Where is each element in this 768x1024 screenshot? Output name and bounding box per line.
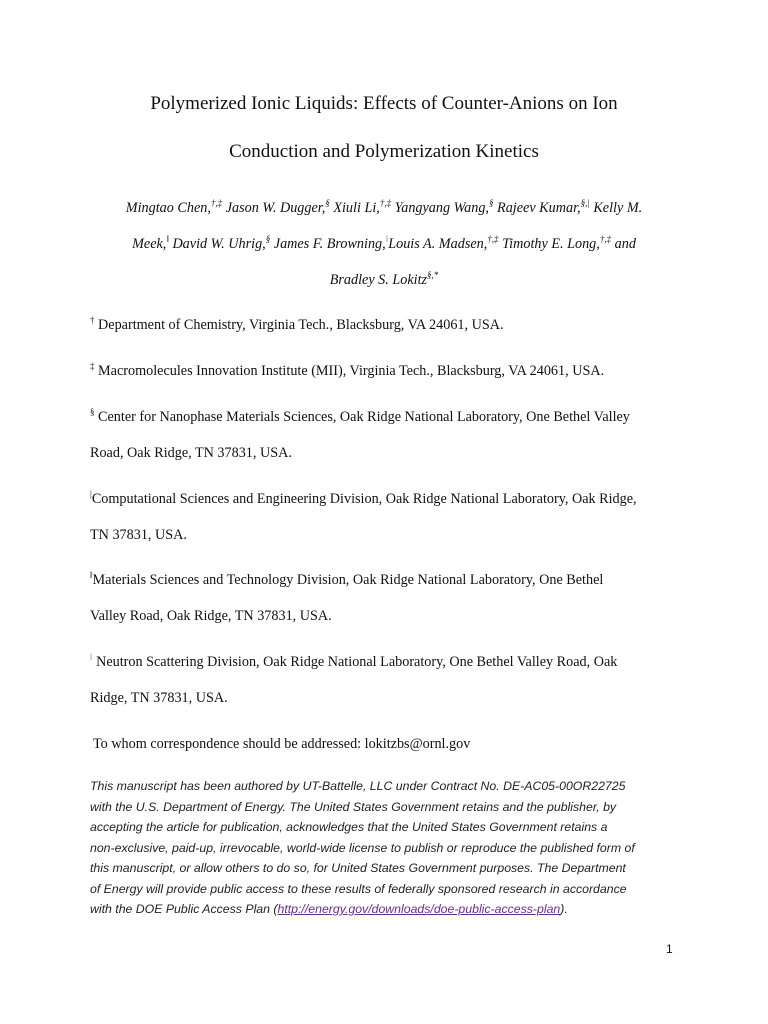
affiliation-dagger — [90, 307, 690, 343]
doe-access-plan-link[interactable]: http://energy.gov/downloads/doe-public-access-plan — [277, 902, 561, 916]
author-conjunction: and — [611, 236, 636, 252]
notice-text: with the DOE Public Access Plan ( — [90, 902, 278, 916]
affil-mark: | — [90, 489, 92, 499]
author-affil-mark: § — [265, 234, 271, 244]
notice-line: with the U.S. Department of Energy. The United States Government retains and the publisher, by — [90, 799, 617, 814]
author-affil-mark: †,‡ — [599, 234, 612, 244]
author-affil-mark: †,‡ — [379, 198, 392, 208]
author-name: Rajeev Kumar, — [493, 200, 581, 216]
title-line-2: Conduction and Polymerization Kinetics — [229, 141, 539, 162]
notice-line: accepting the article for publication, acknowledges that the United States Government retains a — [90, 820, 608, 834]
affil-text: Neutron Scattering Division, Oak Ridge National Laboratory, One Bethel Valley Road, Oak — [92, 654, 618, 670]
affil-text: Computational Sciences and Engineering Division, Oak Ridge National Laboratory, Oak Ridge, — [91, 491, 637, 507]
author-line-3 — [90, 262, 678, 298]
correspondence-line: To whom correspondence should be addressed: lokitzbs@ornl.gov — [93, 736, 471, 752]
author-affil-mark: ‖ — [166, 234, 169, 244]
affiliation-ddagger — [90, 353, 690, 389]
affil-mark: † — [90, 315, 95, 325]
author-affil-mark: §,* — [427, 270, 439, 280]
notice-text: ). — [560, 902, 568, 916]
affil-text: Materials Sciences and Technology Division, Oak Ridge National Laboratory, One Bethel — [92, 572, 604, 588]
affiliation-bar — [90, 481, 690, 553]
affil-text: Department of Chemistry, Virginia Tech., Blacksburg, VA 24061, USA. — [94, 317, 504, 333]
affil-mark: ‡ — [90, 361, 95, 371]
author-name: Mingtao Chen, — [125, 200, 211, 216]
author-line-2 — [90, 226, 678, 262]
author-name: Kelly M. — [589, 200, 643, 216]
affil-text: Road, Oak Ridge, TN 37831, USA. — [90, 445, 292, 461]
affiliation-double-bar — [90, 562, 690, 634]
author-name: James F. Browning, — [270, 236, 386, 252]
affil-text: Center for Nanophase Materials Sciences, Oak Ridge National Laboratory, One Bethel Valley — [94, 409, 630, 425]
page-number: 1 — [666, 942, 673, 956]
affil-mark: ‖ — [90, 570, 93, 580]
author-name: Louis A. Madsen, — [388, 236, 488, 252]
author-name: Meek, — [132, 236, 167, 252]
author-name: Xiuli Li, — [329, 200, 380, 216]
author-affil-mark: †,‡ — [210, 198, 223, 208]
affil-text: TN 37831, USA. — [90, 527, 187, 543]
author-affil-mark: †,‡ — [487, 234, 499, 244]
affil-text: Valley Road, Oak Ridge, TN 37831, USA. — [90, 608, 332, 624]
notice-line: this manuscript, or allow others to do so, for United States Government purposes. The Department — [90, 861, 626, 875]
title-line-1: Polymerized Ionic Liquids: Effects of Counter-Anions on Ion — [150, 93, 618, 114]
notice-line: This manuscript has been authored by UT-Battelle, LLC under Contract No. DE-AC05-00OR22725 — [90, 779, 626, 793]
affil-mark: § — [90, 407, 95, 417]
author-affil-mark: § — [488, 198, 494, 208]
author-list — [90, 190, 678, 298]
paper-title — [60, 80, 708, 176]
author-affil-mark: ‖ — [385, 234, 389, 244]
affiliation-section — [90, 399, 690, 471]
author-name: Bradley S. Lokitz — [329, 272, 428, 288]
notice-line — [90, 899, 690, 920]
author-name: Yangyang Wang, — [391, 200, 489, 216]
affil-mark: ‖ — [90, 652, 93, 662]
affil-text: Macromolecules Innovation Institute (MII), Virginia Tech., Blacksburg, VA 24061, USA. — [94, 363, 605, 379]
author-name: Jason W. Dugger, — [222, 200, 326, 216]
affil-text: Ridge, TN 37831, USA. — [90, 690, 228, 706]
notice-line: non-exclusive, paid-up, irrevocable, world-wide license to publish or reproduce the published form of — [90, 840, 635, 855]
author-line-1 — [90, 190, 678, 226]
author-affil-mark: §,| — [580, 198, 590, 208]
affiliation-neutron — [90, 644, 690, 716]
author-name: David W. Uhrig, — [168, 236, 266, 252]
author-name: Timothy E. Long, — [498, 236, 600, 252]
copyright-notice — [90, 776, 690, 920]
notice-line: of Energy will provide public access to these results of federally sponsored research in accordance — [90, 881, 627, 896]
author-affil-mark: § — [325, 198, 330, 208]
